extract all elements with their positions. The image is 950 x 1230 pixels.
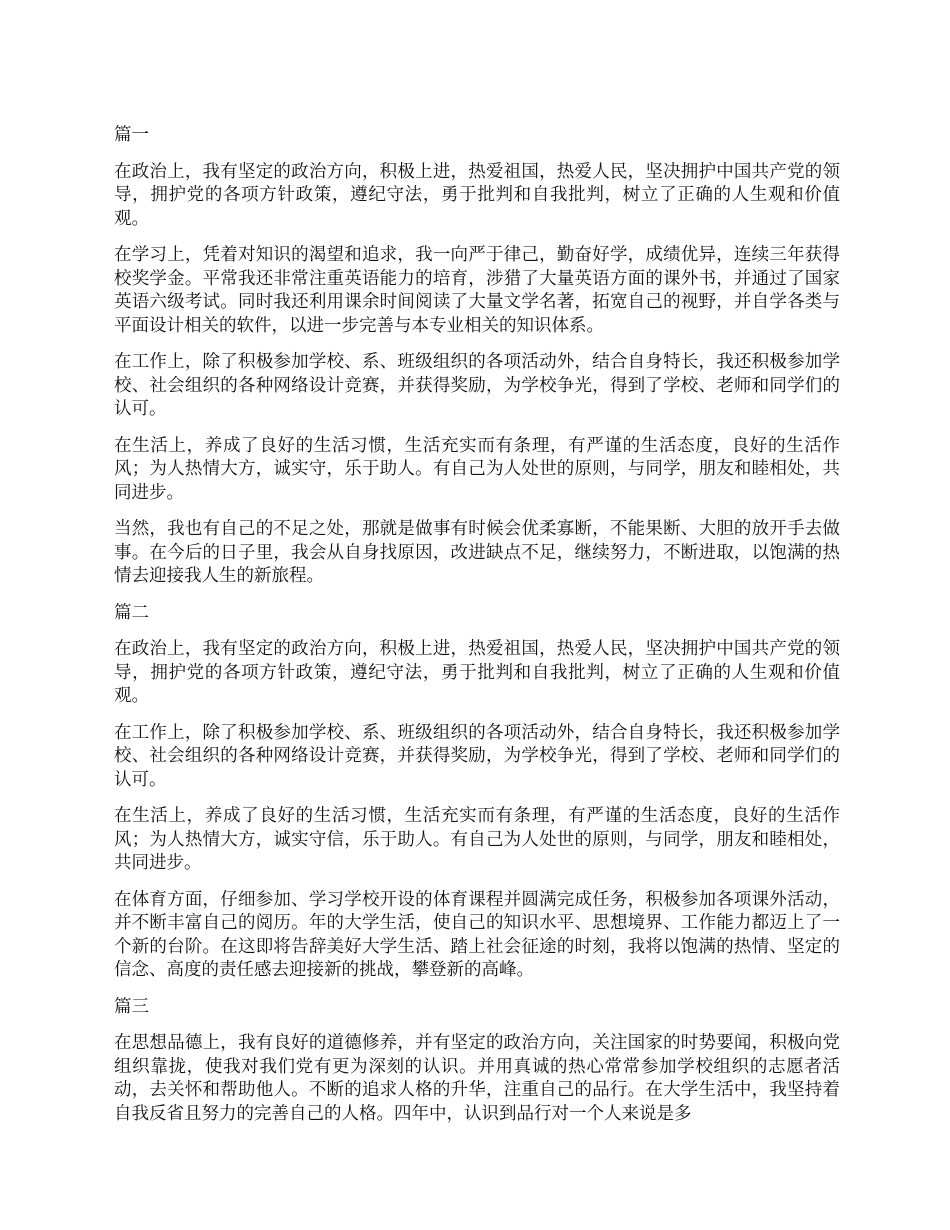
paragraph: 在工作上，除了积极参加学校、系、班级组织的各项活动外，结合自身特长，我还积极参加学校、社会组织的各种网络设计竞赛，并获得奖励，为学校争光，得到了学校、老师和同学们的认可。 bbox=[114, 352, 840, 419]
paragraph: 在工作上，除了积极参加学校、系、班级组织的各项活动外，结合自身特长，我还积极参加学校、社会组织的各种网络设计竞赛，并获得奖励，为学校争光，得到了学校、老师和同学们的认可。 bbox=[114, 722, 840, 790]
paragraph: 在政治上，我有坚定的政治方向，积极上进，热爱祖国，热爱人民，坚决拥护中国共产党的领导，拥护党的各项方针政策，遵纪守法，勇于批判和自我批判，树立了正确的人生观和价值观。 bbox=[114, 639, 840, 706]
section-1 bbox=[114, 124, 840, 589]
section-2 bbox=[114, 602, 840, 983]
paragraph: 当然，我也有自己的不足之处，那就是做事有时候会优柔寡断，不能果断、大胆的放开手去做事。在今后的日子里，我会从自身找原因，改进缺点不足，继续努力，不断进取，以饱满的热情去迎接我人生的新旅程。 bbox=[114, 519, 840, 586]
section-heading: 篇三 bbox=[114, 996, 149, 1017]
paragraph: 在体育方面，仔细参加、学习学校开设的体育课程并圆满完成任务，积极参加各项课外活动，并不断丰富自己的阅历。年的大学生活，使自己的知识水平、思想境界、工作能力都迈上了一个新的台阶。在这即将告辞美好大学生活、踏上社会征途的时刻，我将以饱满的热情、坚定的信念、高度的责任感去迎接新的挑战，攀登新的高峰。 bbox=[114, 889, 840, 980]
paragraph: 在学习上，凭着对知识的渴望和追求，我一向严于律己，勤奋好学，成绩优异，连续三年获得校奖学金。平常我还非常注重英语能力的培育，涉猎了大量英语方面的课外书，并通过了国家英语六级考试。同时我还利用课余时间阅读了大量文学名著，拓宽自己的视野，并自学各类与平面设计相关的软件，以进一步完善与本专业相关的知识体系。 bbox=[114, 245, 840, 336]
paragraph: 在生活上，养成了良好的生活习惯，生活充实而有条理，有严谨的生活态度，良好的生活作风；为人热情大方，诚实守，乐于助人。有自己为人处世的原则，与同学，朋友和睦相处，共同进步。 bbox=[114, 435, 840, 503]
paragraph: 在思想品德上，我有良好的道德修养，并有坚定的政治方向，关注国家的时势要闻，积极向党组织靠拢，使我对我们党有更为深刻的认识。并用真诚的热心常常参加学校组织的志愿者活动，去关怀和帮助他人。不断的追求人格的升华，注重自己的品行。在大学生活中，我坚持着自我反省且努力的完善自己的人格。四年中，认识到品行对一个人来说是多 bbox=[114, 1033, 840, 1124]
paragraph: 在生活上，养成了良好的生活习惯，生活充实而有条理，有严谨的生活态度，良好的生活作风；为人热情大方，诚实守信，乐于助人。有自己为人处世的原则，与同学，朋友和睦相处，共同进步。 bbox=[114, 806, 840, 873]
document-page bbox=[114, 124, 840, 1139]
paragraph: 在政治上，我有坚定的政治方向，积极上进，热爱祖国，热爱人民，坚决拥护中国共产党的领导，拥护党的各项方针政策，遵纪守法，勇于批判和自我批判，树立了正确的人生观和价值观。 bbox=[114, 161, 840, 229]
section-3 bbox=[114, 996, 840, 1127]
section-heading: 篇二 bbox=[114, 602, 149, 623]
section-heading: 篇一 bbox=[114, 125, 149, 145]
